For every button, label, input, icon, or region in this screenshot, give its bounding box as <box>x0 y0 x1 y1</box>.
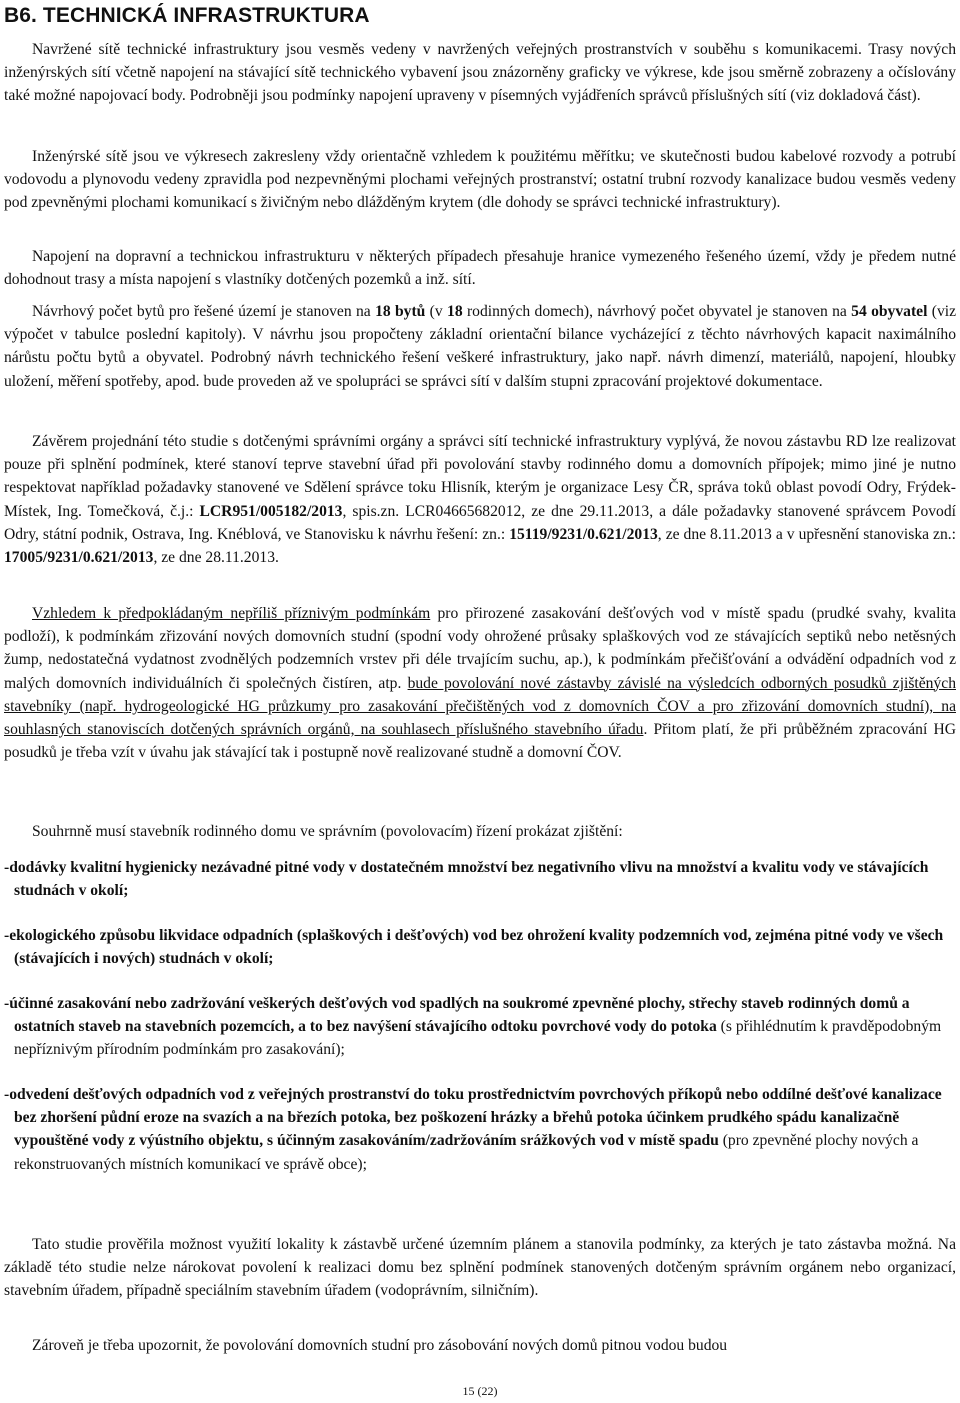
bold-inhabitants-count: 54 obyvatel <box>851 303 928 320</box>
section-heading: B6. TECHNICKÁ INFRASTRUKTURA <box>4 4 370 27</box>
bold-reference-povodi-2: 17005/9231/0.621/2013 <box>4 549 154 567</box>
paragraph-engineering-networks: Inženýrské sítě jsou ve výkresech zakresleny vždy orientačně vzhledem k použitému měřítku; ve skutečnosti budou kabelové rozvody a potrubí vodovodu a plynovodu vedeny zpravidla pod nezpevněnými plochami veřejných prostranství; ostatní trubní rozvody kanalizace budou vesměs vedeny pod zpevněnými plochami komunikací s živičným nebo dlážděným krytem (dle dohody se správci technické infrastruktury). <box>4 148 956 212</box>
underlined-permitting: bude povolování nové zástavby závislé na výsledcích odborných posudků zjištěných stavebníky (např. hydrogeologické HG průzkumy pro zasakování přečištěných vod z domovních ČOV a pro zřizování domovních studní), na souhlasných stanoviscích dotčených správních orgánů, na souhlasech příslušného stavebního úřadu <box>4 674 956 739</box>
page-number: 15 (22) <box>462 1384 498 1398</box>
list-item-drinking-water: -dodávky kvalitní hygienicky nezávadné pitné vody v dostatečném množství bez negativního vlivu na množství a kvalitu vody ve stávajících studnách v okolí; <box>4 859 929 900</box>
paragraph-requirements-intro: Souhrnně musí stavebník rodinného domu ve správním (povolovacím) řízení prokázat zjištění: <box>32 823 623 840</box>
bold-houses-count: 18 <box>447 303 463 320</box>
underlined-conditions: Vzhledem k předpokládaným nepříliš příznivým podmínkám <box>32 605 431 622</box>
paragraph-wells-note: Zároveň je třeba upozornit, že povolování domovních studní pro zásobování nových domů pitnou vodou budou <box>32 1337 728 1354</box>
paragraph-study-scope: Tato studie prověřila možnost využití lokality k zástavbě určené územním plánem a stanovila podmínky, za kterých je tato zástavba možná. Na základě této studie nelze nárokovat povolení k realizaci domu bez splnění podmínek stanovených dotčeným správním orgánem nebo organizací, stavebním úřadem, případně speciálním stavebním úřadem (vodoprávním, silničním). <box>4 1236 956 1300</box>
paragraph-capacity: Návrhový počet bytů pro řešené území je stanoven na 18 bytů (v 18 rodinných domech), návrhový počet obyvatel je stanoven na 54 obyvatel (viz výpočet v tabulce poslední kapitoly). V návrhu jsou propočteny základní orientační bilance vycházející z těchto návrhových kapacit naximálního nárůstu počtu bytů a obyvatel. Podrobný návrh technického řešení veškeré infrastruktury, jako např. návrh dimenzí, materiálů, napojení, hloubky uložení, měření spotřeby, apod. bude proveden až ve spolupráci se správci sítí v dalším stupni zpracování projektové dokumentace. <box>4 303 956 390</box>
bold-reference-lcr: LCR951/005182/2013 <box>199 502 343 520</box>
list-item-wastewater: -ekologického způsobu likvidace odpadních (splaškových i dešťových) vod bez ohrožení kvality podzemních vod, zejména pitné vody ve všech (stávajících i nových) studnách v okolí; <box>4 927 944 968</box>
bold-flats-count: 18 bytů <box>375 303 426 320</box>
bold-reference-povodi-1: 15119/9231/0.621/2013 <box>509 525 658 543</box>
paragraph-connection-infrastructure: Napojení na dopravní a technickou infrastrukturu v některých případech přesahuje hranice vymezeného řešeného území, vždy je předem nutné dohodnout trasy a místa napojení s vlastníky dotčených pozemků a inž. sítí. <box>4 248 956 289</box>
list-item-rainwater-infiltration: -účinné zasakování nebo zadržování veškerých dešťových vod spadlých na soukromé zpevněné plochy, střechy staveb rodinných domů a ostatních staveb na stavebních pozemcích, a to bez navýšení stávajícího odtoku povrchové vody do potoka (s přihlédnutím k pravděpodobným nepříznivým přírodním podmínkám pro zasakování); <box>4 995 942 1059</box>
paragraph-conditions: Vzhledem k předpokládaným nepříliš příznivým podmínkám pro přirozené zasakování dešťových vod v místě spadu (prudké svahy, kvalita podloží), k podmínkám zřizování nových domovních studní (spodní vody ohrožené průsaky splaškových vod ze stávajících septiků nebo netěsných žump, nedostatečná vydatnost zvodnělých podzemních vrstev při déle trvajícím suchu, ap.), k podmínkám přečišťování a odvádění odpadních vod z malých domovních individuálních či společných čistíren, atp. bude povolování nové zástavby závislé na výsledcích odborných posudků zjištěných stavebníky (např. hydrogeologické HG průzkumy pro zasakování přečištěných vod z domovních ČOV a pro zřizování domovních studní), na souhlasných stanoviscích dotčených správních orgánů, na souhlasech příslušného stavebního úřadu. Přitom platí, že při průběžném zpracování HG posudků je třeba vzít v úvahu jak stávající tak i postupně nově realizované studně a domovní ČOV. <box>4 605 956 762</box>
paragraph-network-routing: Navržené sítě technické infrastruktury jsou vesměs vedeny v navržených veřejných prostranstvích v souběhu s komunikacemi. Trasy nových inženýrských sítí včetně napojení na stávající sítě technického vybavení jsou znázorněny graficky ve výkrese, kde jsou směrně zobrazeny a očíslovány také možné napojovací body. Podrobněji jsou podmínky napojení upraveny v písemných vyjádřeních správců příslušných sítí (viz dokladová část). <box>4 41 956 105</box>
list-item-public-drainage: -odvedení dešťových odpadních vod z veřejných prostranství do toku prostřednictvím povrchových příkopů nebo oddílné dešťové kanalizace bez zhoršení půdní eroze na svazích a na březích potoka, bez poškození hrázky a břehů potoka účinkem prudkého spádu kanalizačně vypouštěné vody z výústního objektu, s účinným zasakováním/zadržováním srážkových vod v místě spadu (pro zpevněné plochy nových a rekonstruovaných místních komunikací ve správě obce); <box>4 1086 942 1173</box>
paragraph-conclusion-authorities: Závěrem projednání této studie s dotčenými správními orgány a správci sítí technické infrastruktury vyplývá, že novou zástavbu RD lze realizovat pouze při splnění podmínek, které stanoví teprve stavební úřad při povolování stavby rodinného domu a domovních přípojek; mimo jiné je nutno respektovat například požadavky stanovené ve Sdělení správce toku Hlisník, kterým je organizace Lesy ČR, správa toků oblast povodí Odry, Frýdek-Místek, Ing. Tomečková, č.j.: LCR951/005182/2013, spis.zn. LCR04665682012, ze dne 29.11.2013, a dále požadavky stanovené správcem Povodí Odry, státní podnik, Ostrava, Ing. Knéblová, ve Stanovisku k návrhu řešení: zn.: 15119/9231/0.621/2013, ze dne 8.11.2013 a v upřesnění stanoviska zn.: 17005/9231/0.621/2013, ze dne 28.11.2013. <box>4 433 956 567</box>
